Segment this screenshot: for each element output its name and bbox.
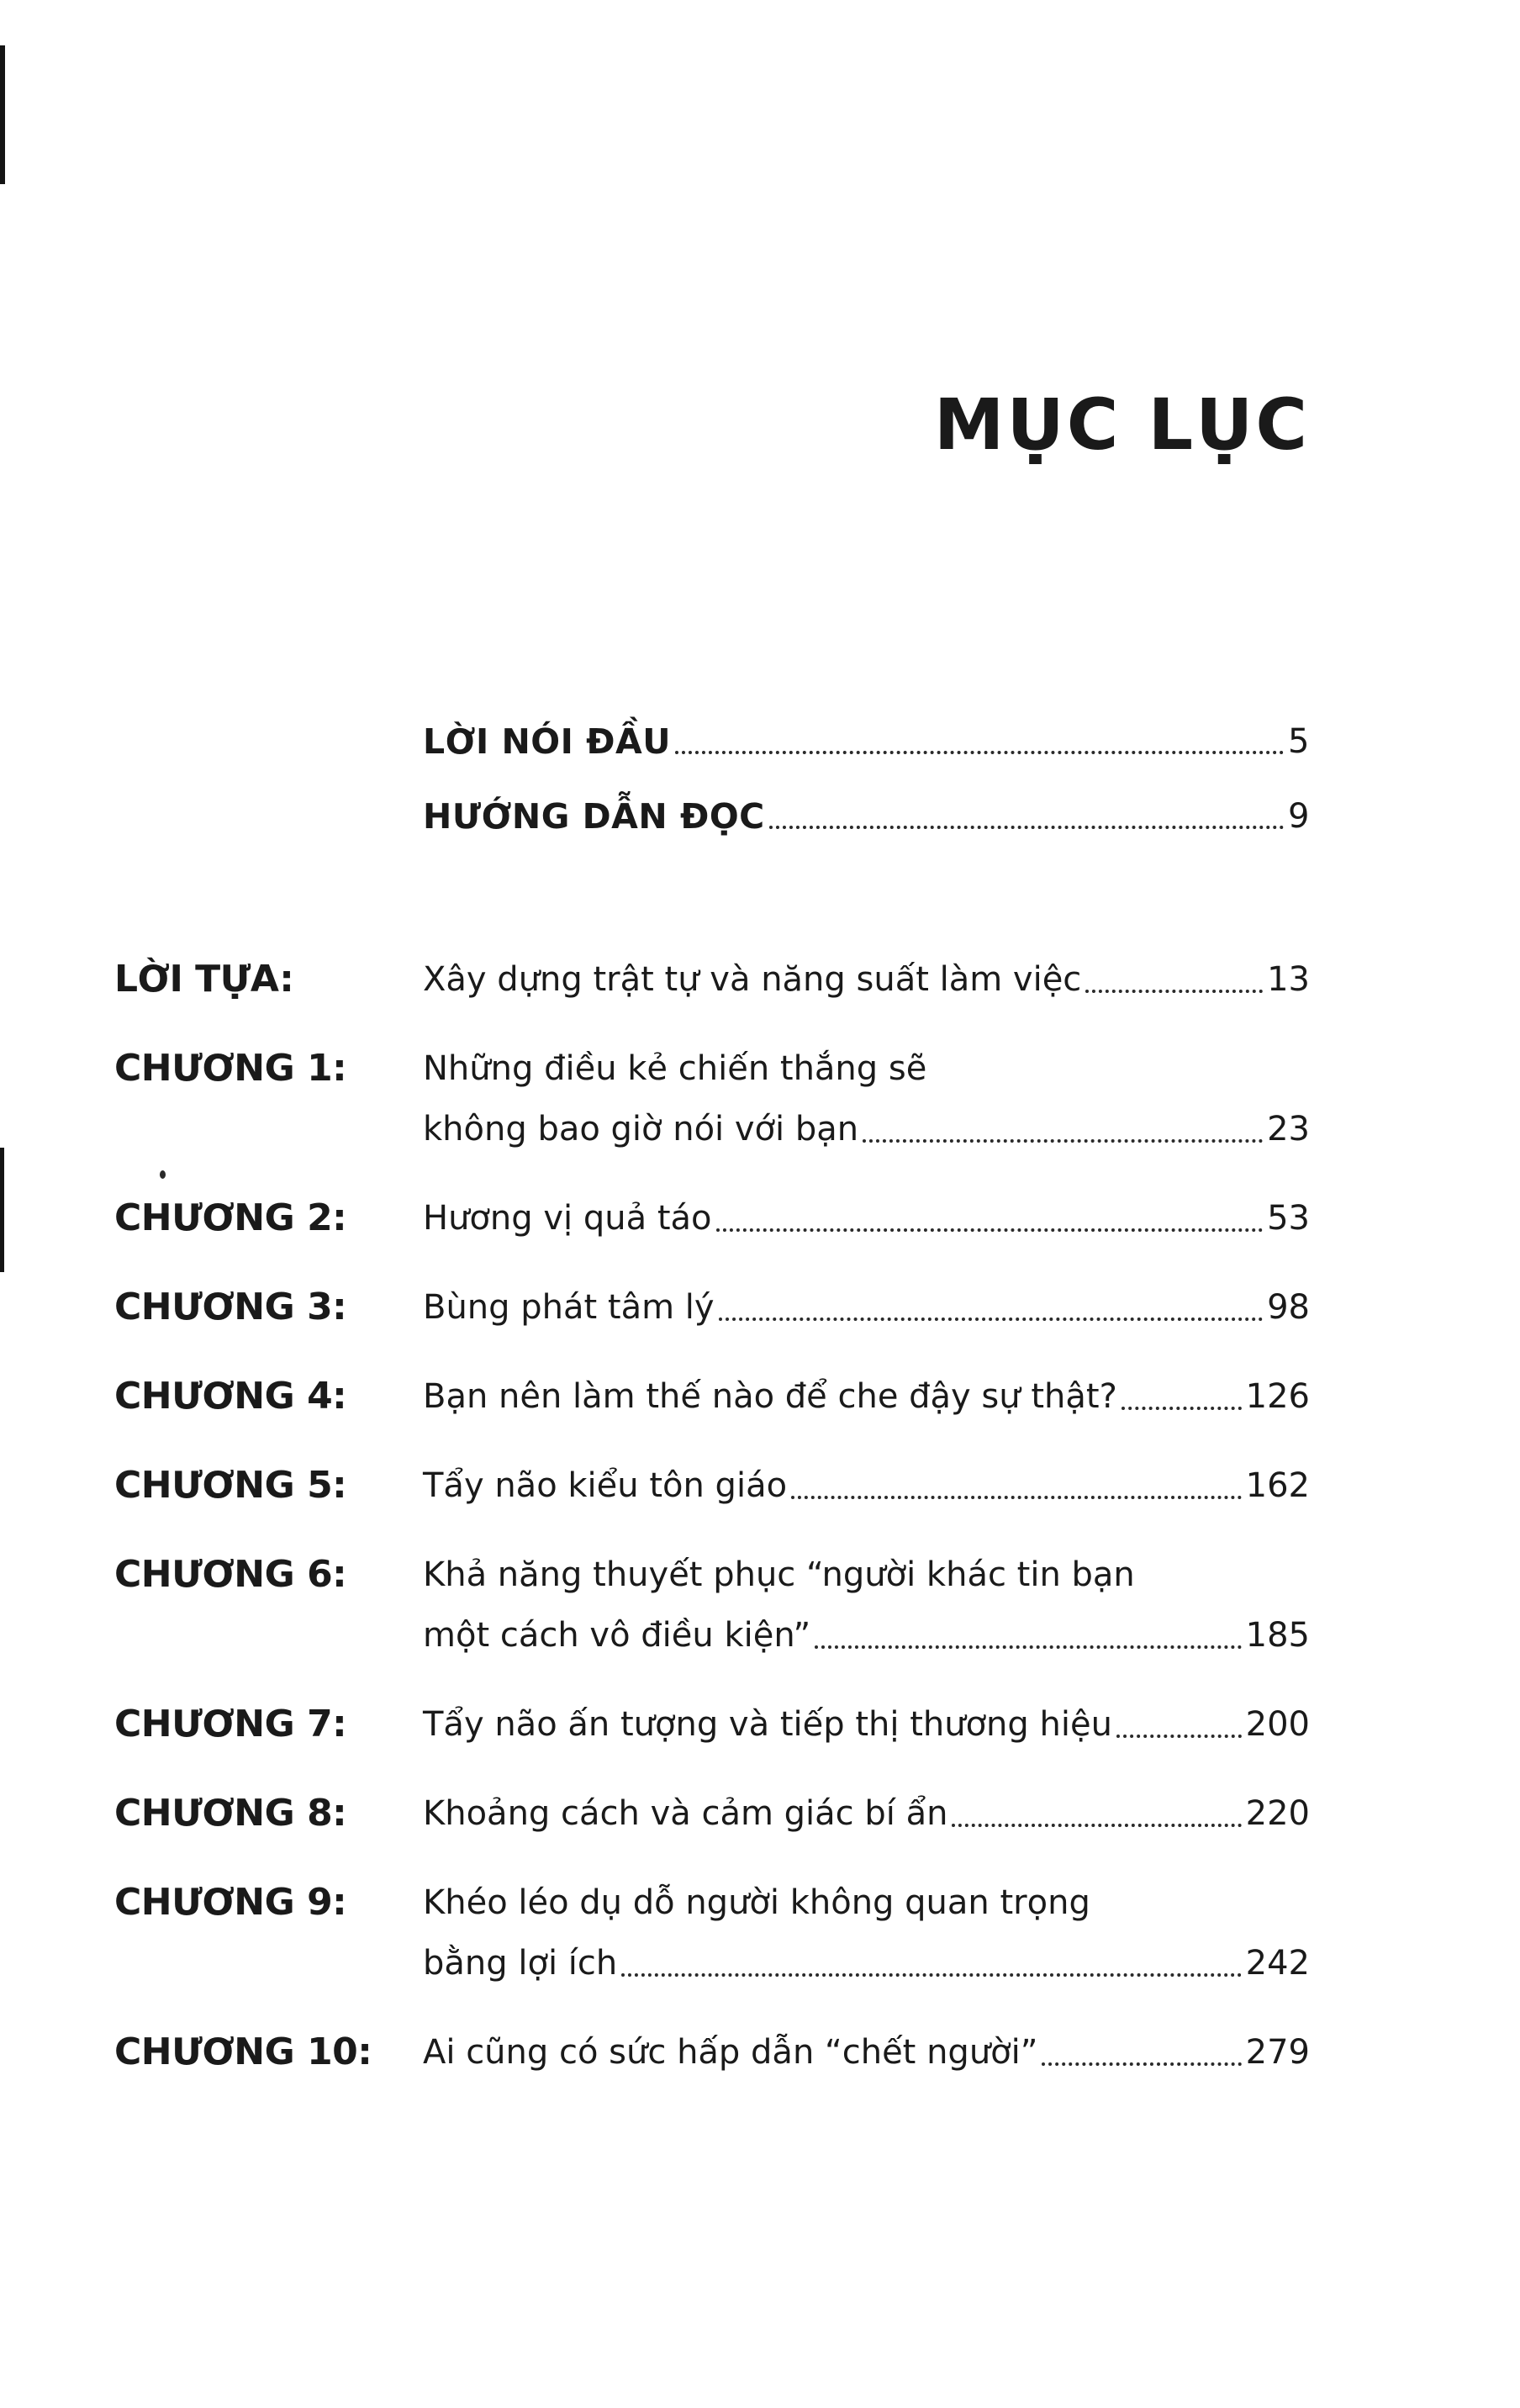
page-number: 23 [1267,1110,1310,1149]
chapter-title-text: bằng lợi ích [423,1944,618,1983]
page-number: 53 [1267,1199,1310,1238]
toc-entry [114,1038,1310,1159]
chapter-title-text: Khoảng cách và cảm giác bí ẩn [423,1794,948,1833]
chapter-title-block [423,1694,1310,1755]
chapter-title-block [423,1545,1310,1666]
chapter-title-text: Xây dựng trật tự và năng suất làm việc [423,960,1082,999]
chapter-title-lastline [423,2022,1310,2083]
chapter-label: CHƯƠNG 10: [114,2030,372,2073]
toc-content-area [114,0,1310,2111]
toc-entry [114,1366,1310,1427]
chapter-label: LỜI TỰA: [114,958,294,1001]
chapter-title-line: Khả năng thuyết phục “người khác tin bạn [423,1555,1135,1594]
dotted-leader [719,1318,1264,1321]
scan-artifact [0,1148,4,1272]
page-number: 185 [1245,1616,1310,1655]
chapter-title-text: Ai cũng có sức hấp dẫn “chết người” [423,2033,1038,2072]
chapter-title-block [423,1783,1310,1844]
chapter-title-block [423,1188,1310,1249]
dotted-leader [1122,1407,1242,1410]
chapter-label: CHƯƠNG 9: [114,1881,347,1924]
toc-entry [114,949,1310,1010]
chapter-label: CHƯƠNG 3: [114,1286,347,1328]
front-matter-label: LỜI NÓI ĐẦU [423,721,672,762]
chapter-list [114,949,1310,2083]
chapter-title-block [423,1277,1310,1338]
chapter-title-lastline [423,1366,1310,1427]
chapter-title-text: một cách vô điều kiện” [423,1616,811,1655]
front-matter-label: HƯỚNG DẪN ĐỌC [423,796,765,837]
chapter-title-block [423,949,1310,1010]
chapter-title-lastline [423,949,1310,1010]
dotted-leader [1042,2062,1241,2066]
chapter-title-text: Bùng phát tâm lý [423,1288,715,1327]
dotted-leader [863,1139,1263,1143]
chapter-title-text: Tẩy não ấn tượng và tiếp thị thương hiệu [423,1705,1112,1744]
chapter-title-text: Tẩy não kiểu tôn giáo [423,1466,788,1505]
chapter-title-block [423,1038,1310,1159]
page-number: 279 [1245,2033,1310,2072]
page-number: 126 [1245,1377,1310,1416]
chapter-title-lastline [423,1605,1310,1666]
dotted-leader [716,1228,1264,1232]
chapter-label: CHƯƠNG 2: [114,1196,347,1239]
chapter-label: CHƯƠNG 5: [114,1464,347,1507]
dotted-leader [952,1824,1241,1827]
toc-entry [114,1545,1310,1666]
front-matter-list [423,719,1310,840]
chapter-title-block [423,2022,1310,2083]
chapter-title-block [423,1872,1310,1993]
chapter-label: CHƯƠNG 1: [114,1047,347,1090]
page-number: 13 [1267,960,1310,999]
toc-entry [114,1872,1310,1993]
dotted-leader [815,1645,1241,1649]
chapter-title-text: Hương vị quả táo [423,1199,712,1238]
chapter-label: CHƯƠNG 8: [114,1792,347,1835]
chapter-title-text: Bạn nên làm thế nào để che đậy sự thật? [423,1377,1117,1416]
chapter-title-line: Khéo léo dụ dỗ người không quan trọng [423,1883,1090,1922]
page-number: 200 [1245,1705,1310,1744]
chapter-title-line: Những điều kẻ chiến thắng sẽ [423,1049,927,1088]
toc-entry [114,1783,1310,1844]
front-matter-entry [423,719,1310,765]
page-number: 9 [1288,797,1310,836]
chapter-title-lastline [423,1099,1310,1159]
chapter-title-lastline [423,1277,1310,1338]
page-number: 220 [1245,1794,1310,1833]
page-number: 5 [1288,722,1310,761]
front-matter-entry [423,794,1310,840]
page-number: 162 [1245,1466,1310,1505]
chapter-title-lastline [423,1188,1310,1249]
chapter-title-lastline [423,1694,1310,1755]
chapter-title-block [423,1455,1310,1516]
toc-entry [114,1188,1310,1249]
chapter-title-lastline [423,1455,1310,1516]
toc-entry [114,2022,1310,2083]
dotted-leader [621,1973,1241,1977]
toc-entry [114,1455,1310,1516]
chapter-label: CHƯƠNG 6: [114,1553,347,1596]
page-number: 98 [1267,1288,1310,1327]
page-number: 242 [1245,1944,1310,1983]
scan-artifact [0,45,5,184]
chapter-title-lastline [423,1783,1310,1844]
dotted-leader [791,1496,1242,1499]
dotted-leader [769,826,1284,829]
chapter-title-lastline [423,1933,1310,1993]
chapter-label: CHƯƠNG 7: [114,1703,347,1745]
toc-entry [114,1277,1310,1338]
page-title: MỤC LỤC [933,383,1310,466]
dotted-leader [1085,990,1263,993]
dotted-leader [1116,1735,1242,1738]
chapter-title-text: không bao giờ nói với bạn [423,1110,859,1149]
dotted-leader [675,751,1284,754]
chapter-label: CHƯƠNG 4: [114,1375,347,1418]
toc-entry [114,1694,1310,1755]
chapter-title-block [423,1366,1310,1427]
